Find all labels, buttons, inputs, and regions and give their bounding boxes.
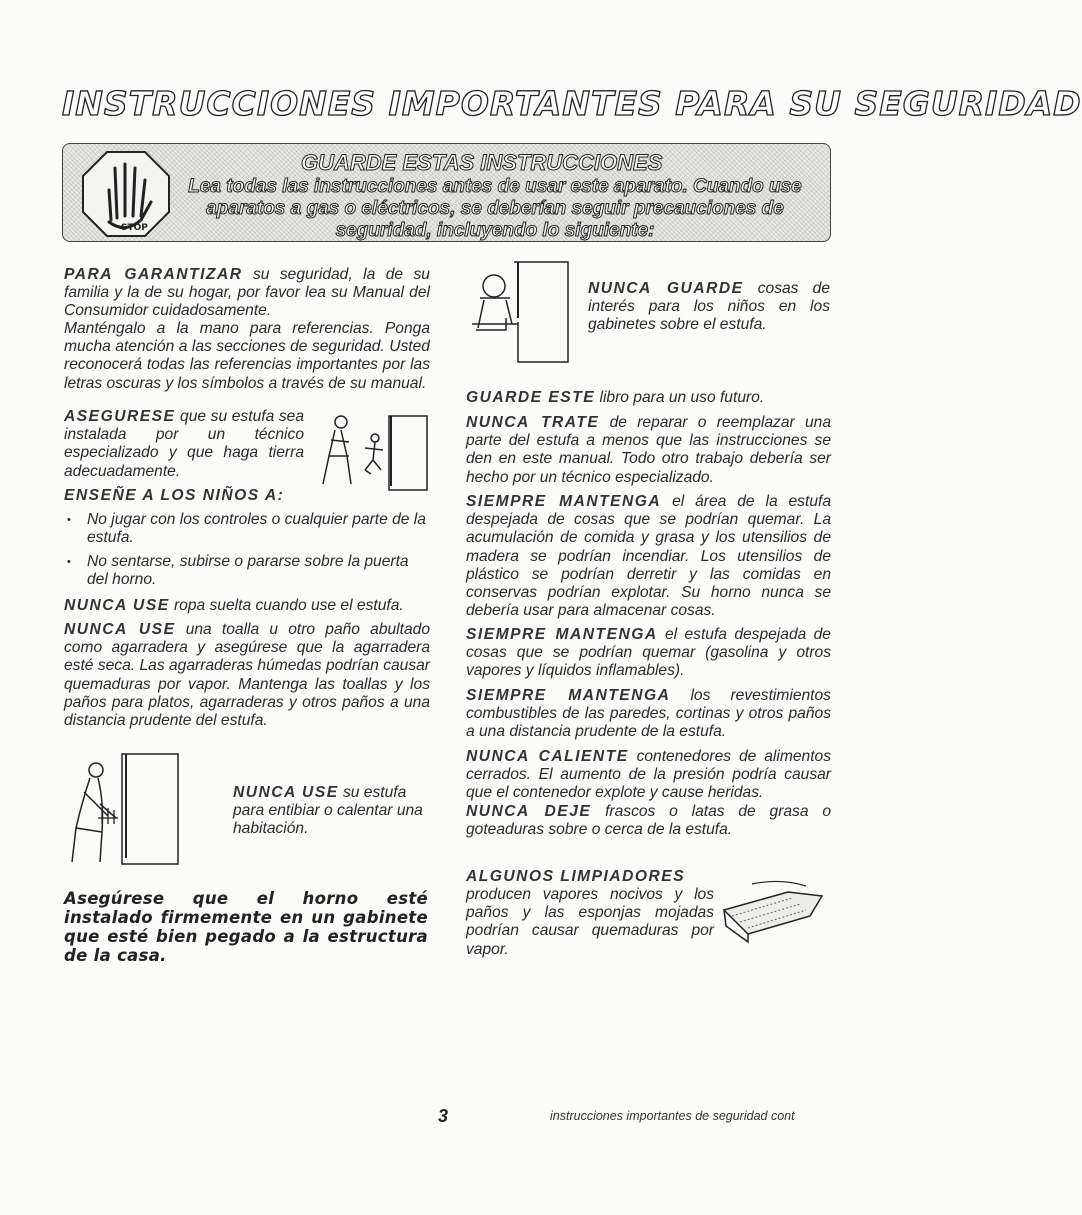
- keyword: NUNCA DEJE: [466, 803, 592, 820]
- para-text: libro para un uso futuro.: [599, 389, 765, 406]
- sponge-cloth-illustration: [718, 876, 828, 946]
- guarde-este: [466, 389, 831, 407]
- bullet-item: • No jugar con los controles o cualquier parte de la estufa.: [87, 511, 430, 547]
- nunca-guarde: [588, 280, 830, 335]
- keyword: ASEGURESE: [64, 408, 176, 425]
- ensene-heading: [64, 487, 430, 505]
- para-text: una toalla u otro paño abultado como agarradera y asegúrese que la agarradera esté seca. Las agarraderas húmedas podrían causar quemaduras por vapor. Mantenga las toallas y los paños para platos, agarraderas y otros paños a una distancia prudente del estufa.: [64, 621, 430, 730]
- page-title: INSTRUCCIONES IMPORTANTES PARA SU SEGURIDAD: [62, 84, 1082, 123]
- warning-banner: [62, 143, 831, 242]
- nunca-use-calentar: [233, 784, 433, 839]
- bullet-item: • No sentarse, subirse o pararse sobre la puerta del horno.: [87, 553, 430, 589]
- woman-at-stove-illustration: [64, 752, 182, 866]
- keyword: SIEMPRE MANTENGA: [466, 687, 671, 704]
- stop-label: STOP: [121, 223, 148, 233]
- keyword: NUNCA USE: [64, 597, 170, 614]
- nunca-caliente: [466, 748, 831, 803]
- nunca-trate: [466, 414, 831, 487]
- para-text: frascos o latas de grasa o goteaduras sobre o cerca de la estufa.: [466, 803, 832, 839]
- asegurese-para: [64, 408, 304, 481]
- keyword: NUNCA GUARDE: [588, 280, 744, 297]
- manual-note: Manténgalo a la mano para referencias. Ponga mucha atención a las secciones de seguridad. Usted reconocerá todas las referencias importantes por las letras oscuras y los símbolos a través de su manual.: [64, 320, 430, 392]
- para-garantizar: [64, 266, 430, 321]
- child-climbing-illustration: [466, 258, 574, 366]
- keyword: ALGUNOS LIMPIADORES: [466, 868, 686, 885]
- keyword: ENSEÑE A LOS NIÑOS A:: [64, 487, 285, 504]
- keyword: GUARDE ESTE: [466, 389, 596, 406]
- oven-install-note: Asegúrese que el horno esté instalado firmemente en un gabinete que esté bien pegado a la estructura de la casa.: [64, 889, 428, 965]
- para-text: su seguridad, la de su familia y la de su hogar, por favor lea su Manual del Consumidor cuidadosamente.: [64, 266, 430, 320]
- para-text: de reparar o reemplazar una parte del estufa a menos que las instrucciones se den en este manual. Todo otro trabajo debería ser hecho por un técnico especializado.: [466, 414, 831, 486]
- technician-illustration: [315, 412, 430, 492]
- para-text: cosas de interés para los niños en los gabinetes sobre el estufa.: [588, 280, 830, 334]
- para-text: el estufa despejada de cosas que se podrían quemar (gasolina y otros vapores y líquidos inflamables).: [466, 626, 831, 680]
- nunca-use-ropa: [64, 597, 434, 615]
- running-footer: instrucciones importantes de seguridad cont: [550, 1109, 795, 1123]
- para-text: los revestimientos combustibles de las paredes, cortinas y otros paños a una distancia prudente de la estufa.: [466, 687, 831, 741]
- nunca-deje: [466, 803, 831, 839]
- banner-body: Lea todas las instrucciones antes de usar este aparato. Cuando use aparatos a gas o eléctricos, se deberían seguir precauciones de seguridad, incluyendo lo siguiente:: [188, 176, 802, 241]
- siempre-mantenga-revestimientos: [466, 687, 831, 742]
- nunca-use-toalla: [64, 621, 430, 730]
- keyword: NUNCA CALIENTE: [466, 748, 629, 765]
- siempre-mantenga-area: [466, 493, 831, 620]
- siempre-mantenga-estufa: [466, 626, 831, 681]
- para-text: contenedores de alimentos cerrados. El aumento de la presión podría causar que el contenedor explote y cause heridas.: [466, 748, 831, 802]
- para-text: el área de la estufa despejada de cosas que se podrían quemar. La acumulación de comida y grasa y los utensilios de madera se podrían incendiar. Los utensilios de plástico se podrían derretir y las comidas en conservas podrían explotar. Su horno nunca se debería usar para almacenar cosas.: [466, 493, 831, 620]
- keyword: NUNCA USE: [233, 784, 339, 801]
- banner-heading: GUARDE ESTAS INSTRUCCIONES: [301, 150, 663, 175]
- keyword: SIEMPRE MANTENGA: [466, 626, 658, 643]
- algunos-limpiadores-text: producen vapores nocivos y los paños y las esponjas mojadas podrían causar quemaduras por vapor.: [466, 886, 714, 958]
- keyword: NUNCA USE: [64, 621, 176, 638]
- para-text: que su estufa sea instalada por un técnico especializado y que haga tierra adecuadamente.: [64, 408, 304, 480]
- para-text: su estufa para entibiar o calentar una habitación.: [233, 784, 423, 838]
- page-number: 3: [438, 1106, 449, 1126]
- keyword: NUNCA TRATE: [466, 414, 600, 431]
- stop-hand-icon: [81, 150, 171, 238]
- para-text: ropa suelta cuando use el estufa.: [173, 597, 404, 614]
- keyword: PARA GARANTIZAR: [64, 266, 243, 283]
- keyword: SIEMPRE MANTENGA: [466, 493, 662, 510]
